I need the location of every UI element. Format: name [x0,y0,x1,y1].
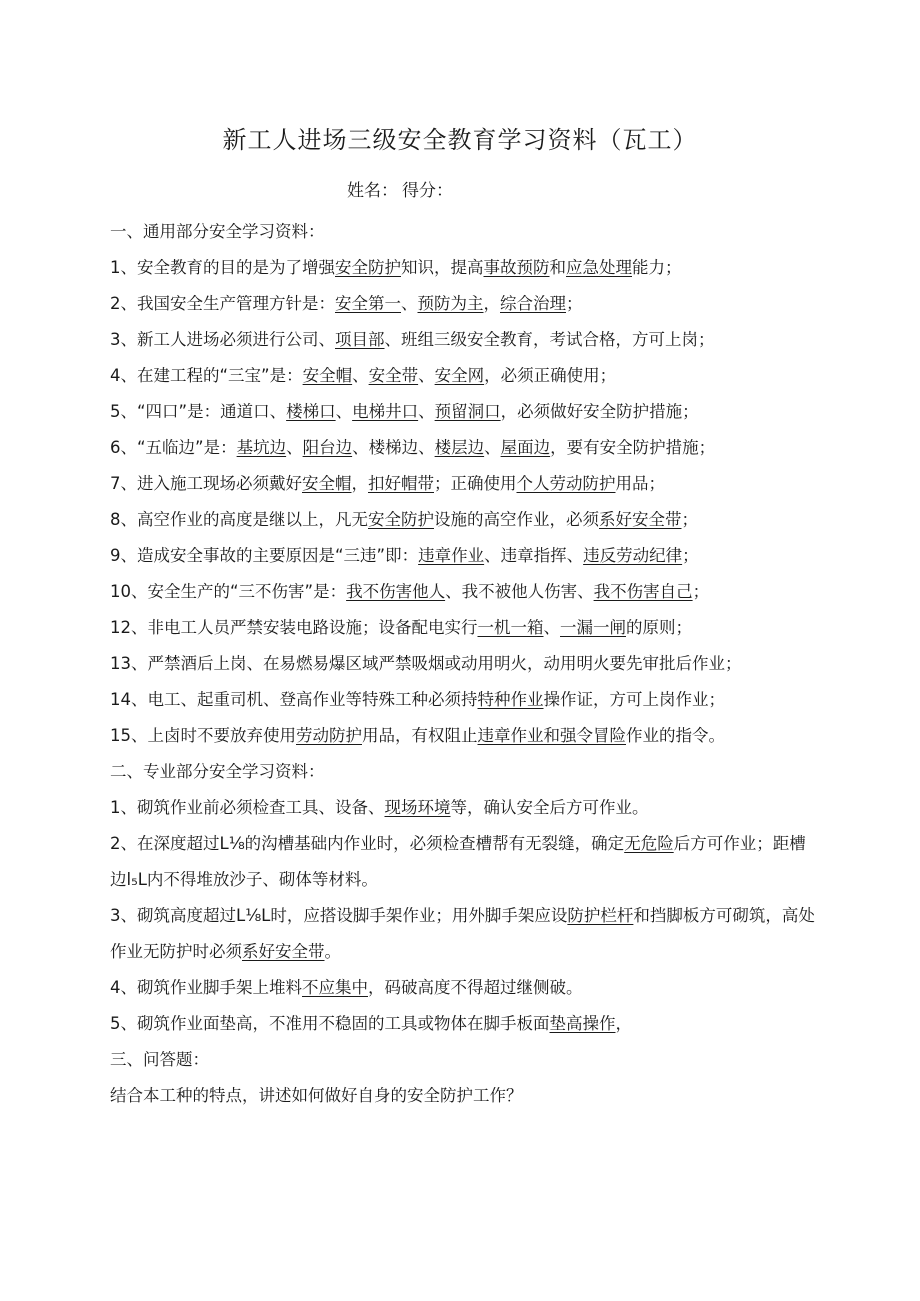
underlined-answer: 扣好帽带 [368,474,434,493]
underlined-answer: 安全防护 [335,258,401,277]
section2-list [110,790,820,1042]
section2-item [110,826,820,898]
item-text: 13、严禁酒后上岗、在易燃易爆区域严禁吸烟或动用明火，动用明火要先审批后作业； [110,654,742,673]
section2-item [110,1006,820,1042]
item-text: 作业的指令。 [626,726,725,745]
item-text: 7、进入施工现场必须戴好 [110,474,302,493]
underlined-answer: 安全网 [434,366,485,385]
item-text: ； [682,546,699,565]
underlined-answer: 安全防护 [368,510,434,529]
section1-item [110,286,820,322]
item-text: ； [566,294,583,313]
underlined-answer: 楼梯口 [286,402,336,421]
item-text: 6、“五临边”是： [110,438,237,457]
item-text: 后方可作业；距槽边l₅L内不得堆放沙子、砌体等材料。 [110,834,806,889]
document-body [110,214,820,1114]
item-text: ， [351,474,368,493]
item-text: 、 [484,438,501,457]
item-text: ； [681,510,698,529]
section1-item [110,718,820,754]
item-text: 8、高空作业的高度是继以上，凡无 [110,510,368,529]
item-text: ，必须正确使用； [484,366,617,385]
section1-item [110,682,820,718]
underlined-answer: 我不伤害他人 [346,582,446,601]
section2-item [110,970,820,1006]
underlined-answer: 违章作业 [418,546,485,565]
section2-item [110,790,820,826]
item-text: 3、砌筑高度超过L⅛L时，应搭设脚手架作业；用外脚手架应设 [110,906,568,925]
section1-list [110,250,820,754]
item-text: 14、电工、起重司机、登高作业等特殊工种必须持 [110,690,478,709]
document-title: 新工人进场三级安全教育学习资料（瓦工） [222,126,698,154]
name-label: 姓名： [347,181,398,201]
section1-item [110,502,820,538]
item-text: 、楼梯边、 [352,438,435,457]
item-text: 、 [401,294,418,313]
underlined-answer: 特种作业 [477,690,544,709]
item-text: 、 [335,402,353,421]
underlined-answer: 防护栏杆 [567,906,634,925]
section1-item [110,538,820,574]
item-text: ，码破高度不得超过继侧破。 [368,978,583,997]
underlined-answer: 安全第一 [335,294,401,313]
underlined-answer: 安全帽 [302,366,353,385]
section1-item [110,250,820,286]
score-label: 得分： [402,181,453,201]
underlined-answer: 违反劳动纪律 [583,546,683,565]
item-text: 、 [352,366,369,385]
item-text: 操作证，方可上岗作业； [543,690,725,709]
section1-item [110,430,820,466]
item-text: 能力； [632,258,682,277]
item-text: 等，确认安全后方可作业。 [450,798,649,817]
item-text: 、 [418,402,435,421]
section1-item [110,610,820,646]
section2-item [110,898,820,970]
item-text: 2、在深度超过L⅛的沟槽基础内作业时，必须检查槽帮有无裂缝，确定 [110,834,625,853]
section1-heading: 一、通用部分安全学习资料： [110,222,325,241]
item-text: ；正确使用 [434,474,517,493]
item-text: 1、安全教育的目的是为了增强 [110,258,335,277]
item-text: 、 [543,618,560,637]
item-text: ， [615,1014,632,1033]
section1-item [110,322,820,358]
item-text: 用品，有权阻止 [362,726,478,745]
section1-item [110,358,820,394]
item-text: 3、新工人进场必须进行公司、 [110,330,335,349]
underlined-answer: 系好安全带 [242,942,325,961]
underlined-answer: 安全带 [368,366,419,385]
underlined-answer: 综合治理 [500,294,566,313]
section1-item [110,466,820,502]
underlined-answer: 屋面边 [500,438,551,457]
underlined-answer: 无危险 [624,834,674,853]
item-text: ； [692,582,710,601]
underlined-answer: 个人劳动防护 [516,474,616,493]
item-text: 。 [324,942,341,961]
item-text: 、 [286,438,303,457]
name-score-row [347,176,457,201]
item-text: 知识，提高 [401,258,484,277]
item-text: 和挡脚板方可砌筑，高处作业无防护时必须 [110,906,815,961]
underlined-answer: 劳动防护 [296,726,362,745]
section2-heading: 二、专业部分安全学习资料： [110,762,325,781]
item-text: 和 [549,258,566,277]
underlined-answer: 预留洞口 [434,402,501,421]
section3-heading: 三、问答题： [110,1050,209,1069]
question-text: 结合本工种的特点，讲述如何做好自身的安全防护工作？ [110,1086,523,1105]
item-text: 12、非电工人员严禁安装电路设施；设备配电实行 [110,618,478,637]
underlined-answer: 应急处理 [566,258,632,277]
item-text: 15、上卤时不要放弃使用 [110,726,296,745]
section1-item [110,574,820,610]
underlined-answer: 电梯井口 [352,402,419,421]
item-text: ， [483,294,500,313]
item-text: 4、砌筑作业脚手架上堆料 [110,978,302,997]
underlined-answer: 预防为主 [417,294,484,313]
item-text: 用品； [615,474,665,493]
underlined-answer: 楼层边 [434,438,485,457]
item-text: 设施的高空作业，必须 [434,510,599,529]
underlined-answer: 基坑边 [236,438,287,457]
underlined-answer: 系好安全带 [599,510,682,529]
underlined-answer: 安全帽 [302,474,352,493]
underlined-answer: 现场环境 [384,798,451,817]
item-text: 、班组三级安全教育，考试合格，方可上岗； [384,330,715,349]
underlined-answer: 我不伤害自己 [593,582,693,601]
item-text: 10、安全生产的“三不伤害”是： [110,582,347,601]
underlined-answer: 阳台边 [302,438,353,457]
underlined-answer: 事故预防 [483,258,550,277]
item-text: 、 [418,366,435,385]
item-text: 、违章指挥、 [484,546,584,565]
item-text: 4、在建工程的“三宝”是： [110,366,303,385]
section1-item [110,394,820,430]
item-text: 、我不被他人伤害、 [445,582,594,601]
item-text: 2、我国安全生产管理方针是： [110,294,335,313]
item-text: 9、造成安全事故的主要原因是“三违”即： [110,546,419,565]
section1-item [110,646,820,682]
item-text: 5、砌筑作业面垫高，不准用不稳固的工具或物体在脚手板面 [110,1014,550,1033]
item-text: 5、“四口”是：通道口、 [110,402,287,421]
underlined-answer: 违章作业和强令冒险 [477,726,626,745]
underlined-answer: 垫高操作 [549,1014,616,1033]
item-text: ，要有安全防护措施； [550,438,716,457]
item-text: 的原则； [626,618,692,637]
item-text: ，必须做好安全防护措施； [500,402,699,421]
underlined-answer: 项目部 [335,330,385,349]
underlined-answer: 不应集中 [302,978,368,997]
underlined-answer: 一漏一闸 [560,618,626,637]
underlined-answer: 一机一箱 [477,618,544,637]
item-text: 1、砌筑作业前必须检查工具、设备、 [110,798,385,817]
